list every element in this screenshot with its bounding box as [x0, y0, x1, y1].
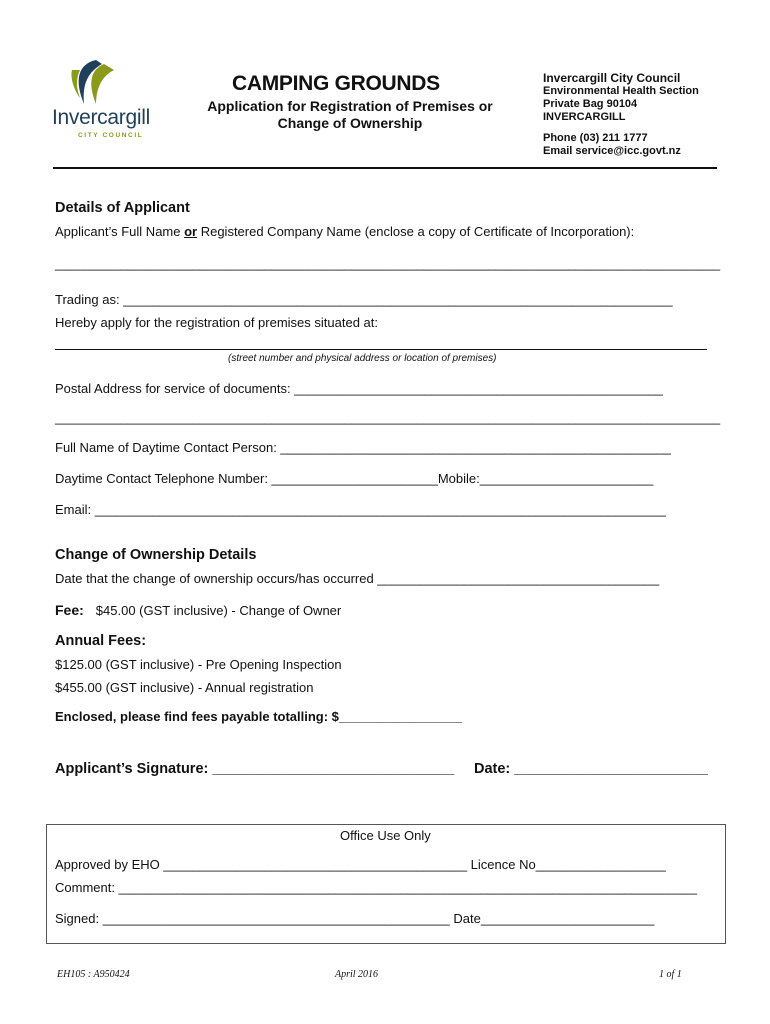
council-phone: Phone (03) 211 1777 — [543, 132, 648, 144]
premises-address-field[interactable] — [55, 349, 707, 350]
footer-date: April 2016 — [335, 969, 379, 980]
signature-date-field[interactable]: Date: ________________________ — [474, 761, 708, 777]
pre-opening-fee: $125.00 (GST inclusive) - Pre Opening Inspection — [55, 657, 342, 672]
council-bag: Private Bag 90104 — [543, 98, 638, 110]
fee-label: Fee: — [55, 602, 84, 618]
or-emphasis: or — [184, 224, 198, 239]
premises-label: Hereby apply for the registration of premises situated at: — [55, 315, 378, 330]
applicant-heading: Details of Applicant — [55, 200, 190, 216]
fee-value: $45.00 (GST inclusive) - Change of Owner — [95, 603, 342, 618]
council-section: Environmental Health Section — [543, 85, 699, 97]
contact-person-field[interactable]: Full Name of Daytime Contact Person: ______________________________________________________ — [55, 440, 671, 455]
premises-address-hint: (street number and physical address or location of premises) — [228, 353, 497, 364]
ownership-heading: Change of Ownership Details — [55, 547, 257, 563]
footer-page: 1 of 1 — [659, 969, 682, 980]
council-email: Email service@icc.govt.nz — [543, 145, 681, 157]
footer-code: EH105 : A950424 — [57, 969, 130, 980]
council-city: INVERCARGILL — [543, 111, 626, 123]
form-subtitle: Application for Registration of Premises or Change of Ownership — [207, 98, 493, 131]
applicant-name-field[interactable]: ____________________________________________________________________________________________ — [55, 256, 721, 271]
ownership-fee — [55, 602, 341, 618]
form-title: CAMPING GROUNDS — [232, 72, 440, 95]
trading-as-field[interactable]: Trading as: ____________________________________________________________________________ — [55, 292, 673, 307]
applicant-signature-field[interactable]: Applicant’s Signature: ______________________________ — [55, 761, 455, 777]
council-logo — [52, 58, 162, 140]
logo-subtitle: CITY COUNCIL — [78, 132, 144, 139]
annual-registration-fee: $455.00 (GST inclusive) - Annual registration — [55, 680, 314, 695]
council-address-block — [543, 72, 699, 158]
logo-wordmark: Invercargill — [52, 106, 150, 129]
council-name: Invercargill City Council — [543, 71, 681, 85]
header-divider — [53, 167, 717, 169]
postal-address-field[interactable]: Postal Address for service of documents: ___________________________________________________ — [55, 381, 663, 396]
comment-field[interactable]: Comment: ________________________________________________________________________________ — [55, 880, 697, 895]
email-field[interactable]: Email: _______________________________________________________________________________ — [55, 502, 666, 517]
ownership-date-field[interactable]: Date that the change of ownership occurs/has occurred _______________________________________ — [55, 571, 660, 586]
signed-field[interactable]: Signed: ________________________________________________ Date________________________ — [55, 911, 655, 926]
office-use-heading: Office Use Only — [340, 828, 431, 843]
postal-address-field-2[interactable]: ____________________________________________________________________________________________ — [55, 410, 721, 425]
fees-total-field[interactable]: Enclosed, please find fees payable totalling: $_________________ — [55, 709, 462, 724]
logo-swoosh-icon — [68, 58, 128, 108]
contact-phone-field[interactable]: Daytime Contact Telephone Number: _______________________Mobile:________________________ — [55, 471, 654, 486]
annual-fees-heading: Annual Fees: — [55, 633, 147, 649]
applicant-name-label: Applicant’s Full Name or Registered Company Name (enclose a copy of Certificate of Incorporation): — [55, 224, 635, 239]
approved-by-field[interactable]: Approved by EHO __________________________________________ Licence No__________________ — [55, 857, 666, 872]
